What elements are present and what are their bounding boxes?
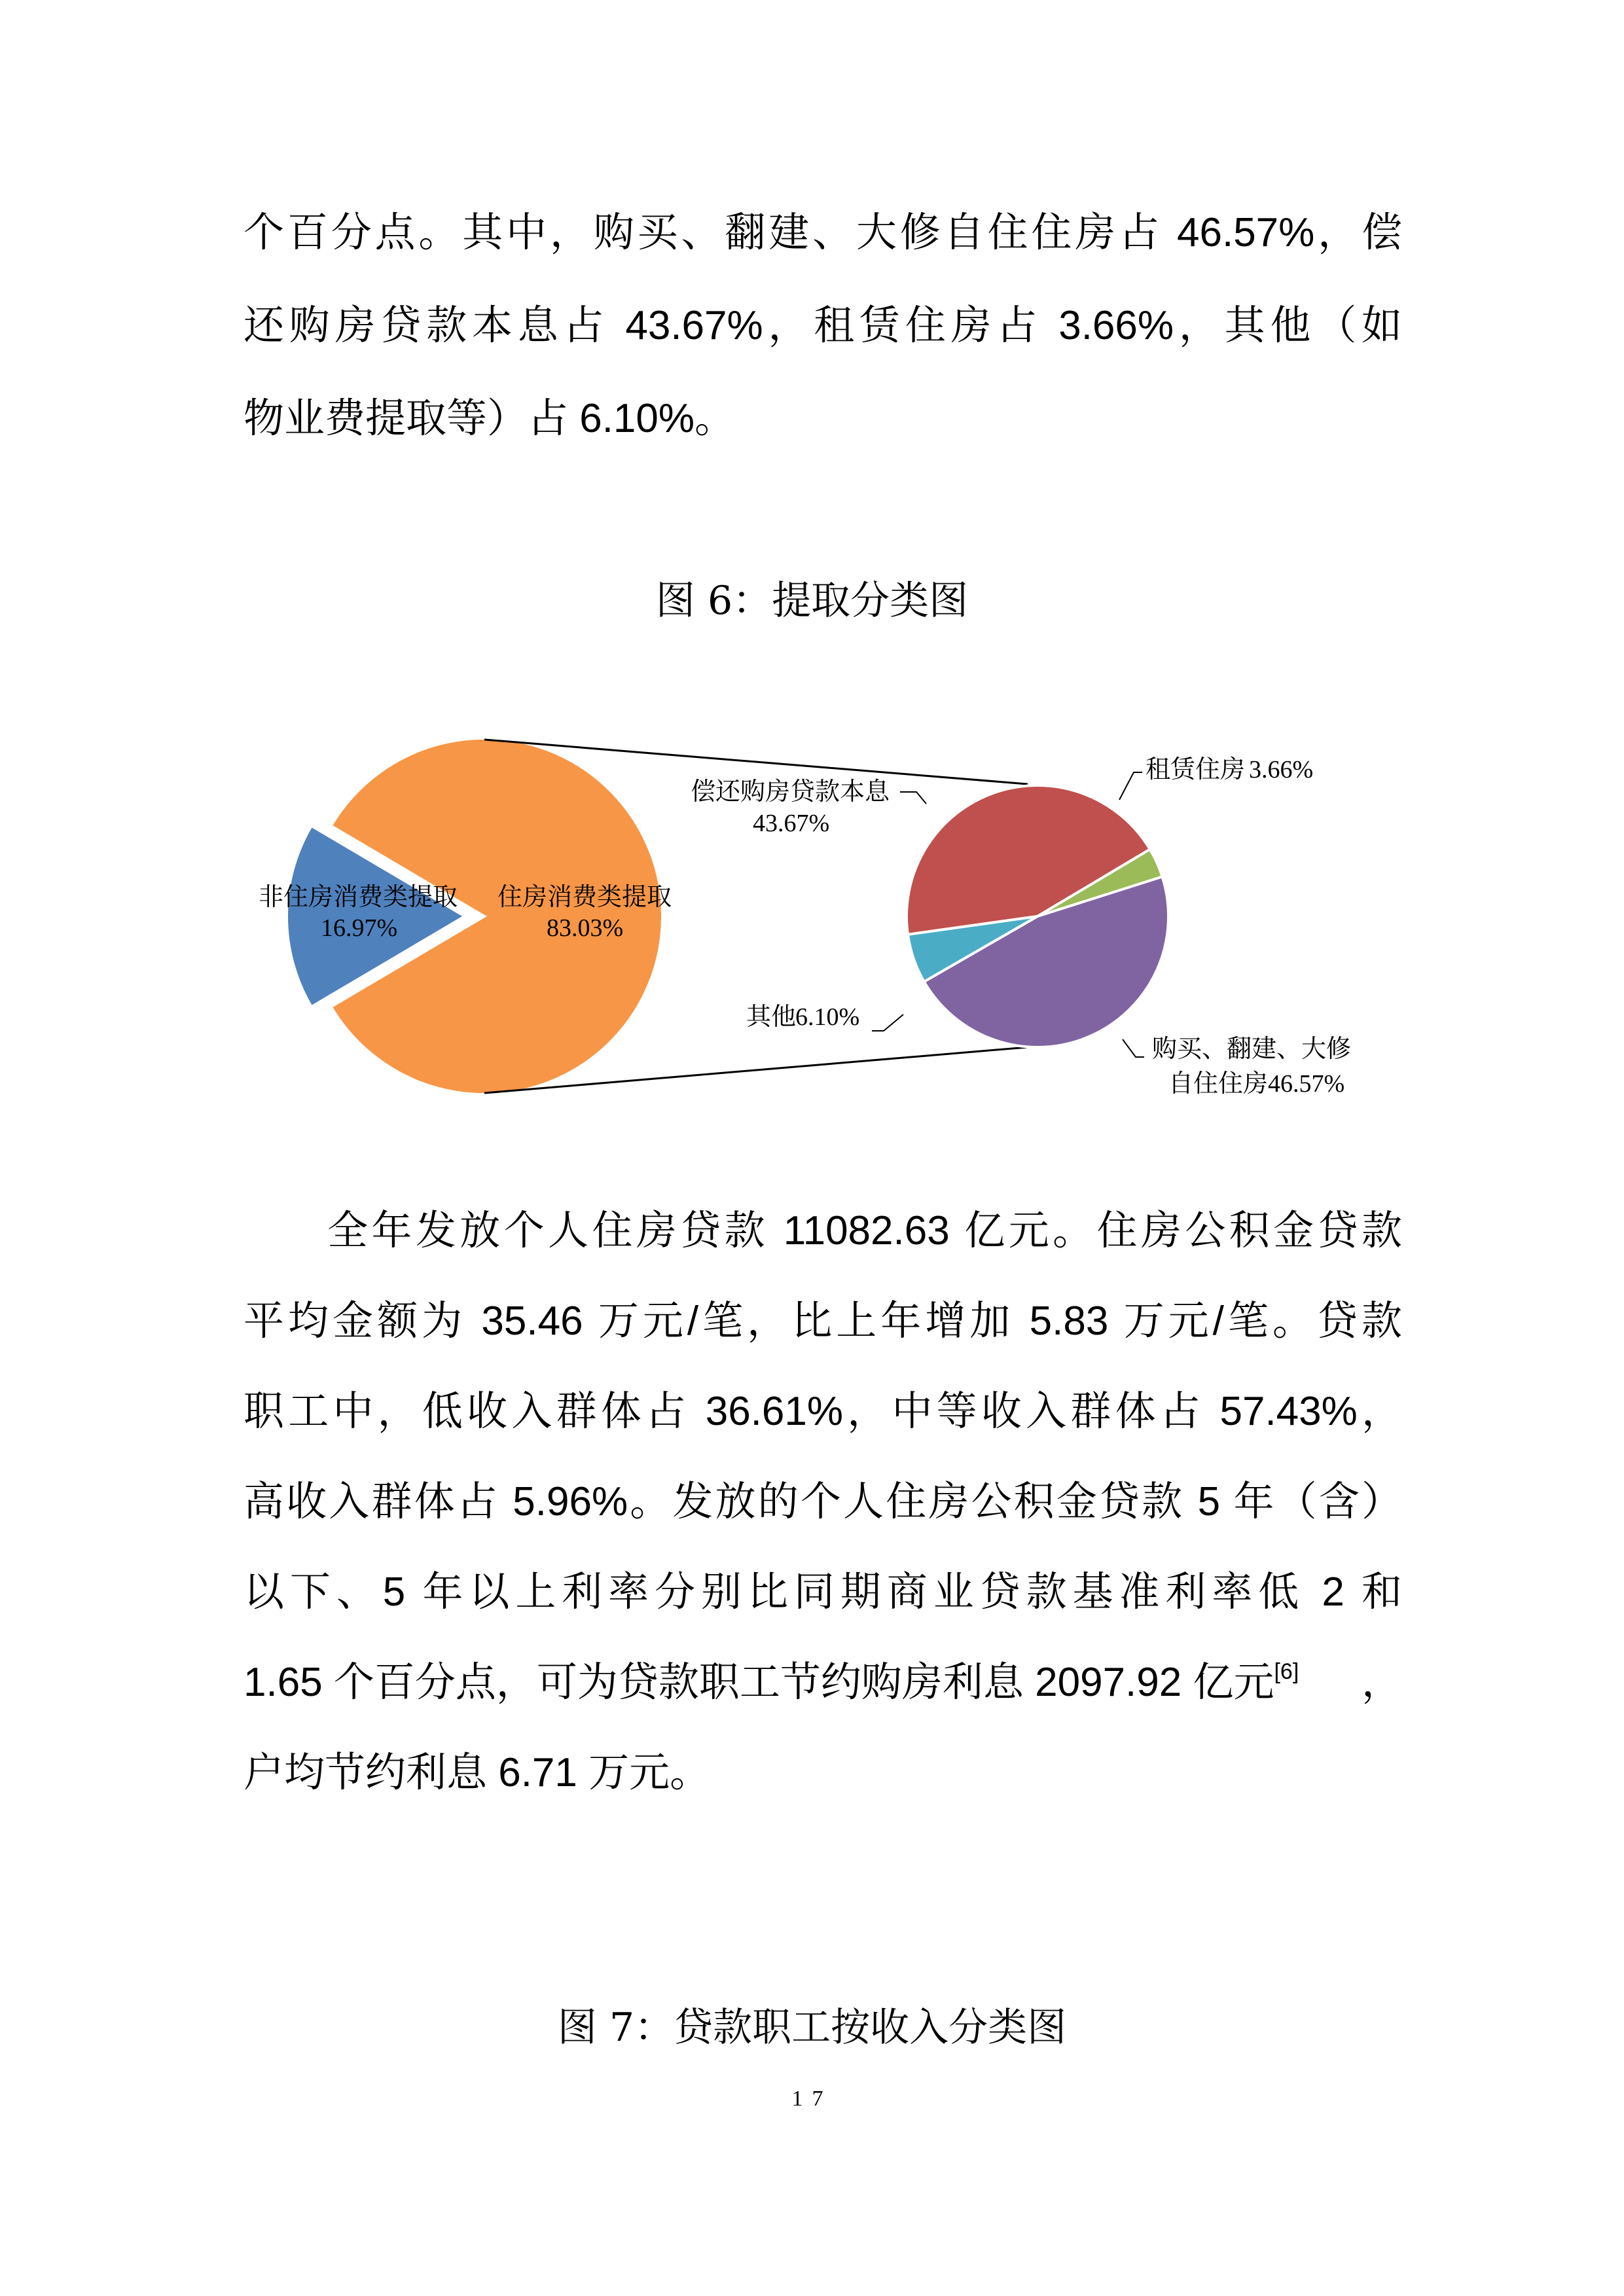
withdrawal-pie-chart (249, 726, 1401, 1106)
paragraph-2-line-6-tail: ， (1361, 1660, 1402, 1705)
paragraph-1-line-1: 个百分点。其中，购买、翻建、大修自住住房占 46.57%，偿 (244, 210, 1402, 255)
paragraph-2-line-7: 户均节约利息 6.71 万元。 (244, 1750, 711, 1795)
label-buy-name-line1: 购买、翻建、大修 (1152, 1034, 1352, 1063)
label-repay-value: 43.67% (753, 810, 830, 837)
label-buy-value: 46.57% (1268, 1070, 1345, 1098)
paragraph-2-line-6-text: 1.65 个百分点，可为贷款职工节约购房利息 2097.92 亿元 (244, 1660, 1274, 1705)
label-buy-name-line2: 自住住房 (1168, 1069, 1269, 1098)
paragraph-2-line-4: 高收入群体占 5.96%。发放的个人住房公积金贷款 5 年（含） (244, 1479, 1402, 1524)
label-housing-value: 83.03% (547, 914, 624, 942)
footnote-reference[interactable]: [6] (1274, 1659, 1299, 1684)
label-other-value: 6.10% (795, 1003, 860, 1031)
detail-pie (907, 785, 1168, 1047)
paragraph-2-line-2: 平均金额为 35.46 万元/笔，比上年增加 5.83 万元/笔。贷款 (244, 1299, 1402, 1344)
paragraph-2-line-3: 职工中，低收入群体占 36.61%，中等收入群体占 57.43%， (244, 1389, 1402, 1434)
label-housing-name: 住房消费类提取 (497, 882, 672, 911)
paragraph-2-line-6 (244, 1649, 1402, 1708)
paragraph-2-line-5: 以下、5 年以上利率分别比同期商业贷款基准利率低 2 和 (244, 1570, 1402, 1615)
page-number: 17 (791, 2087, 833, 2111)
leader-buy (1123, 1039, 1144, 1057)
leader-repay (900, 792, 926, 804)
paragraph-1-line-3: 物业费提取等）占 6.10%。 (244, 396, 736, 441)
label-rent-name: 租赁住房 (1146, 755, 1246, 783)
paragraph-1-line-2: 还购房贷款本息占 43.67%，租赁住房占 3.66%，其他（如 (244, 303, 1402, 348)
label-non-housing-name: 非住房消费类提取 (259, 882, 458, 911)
label-other-name: 其他 (746, 1002, 797, 1031)
paragraph-2-line-1: 全年发放个人住房贷款 11082.63 亿元。住房公积金贷款 (327, 1208, 1402, 1253)
label-non-housing-value: 16.97% (321, 914, 398, 942)
leader-rent (1119, 772, 1142, 800)
figure-7-caption: 图 7：贷款职工按收入分类图 (557, 2005, 1067, 2051)
label-rent-value: 3.66% (1249, 756, 1314, 783)
figure-6-caption: 图 6：提取分类图 (655, 578, 969, 624)
leader-other (872, 1014, 903, 1031)
label-repay-name: 偿还购房贷款本息 (691, 777, 890, 806)
